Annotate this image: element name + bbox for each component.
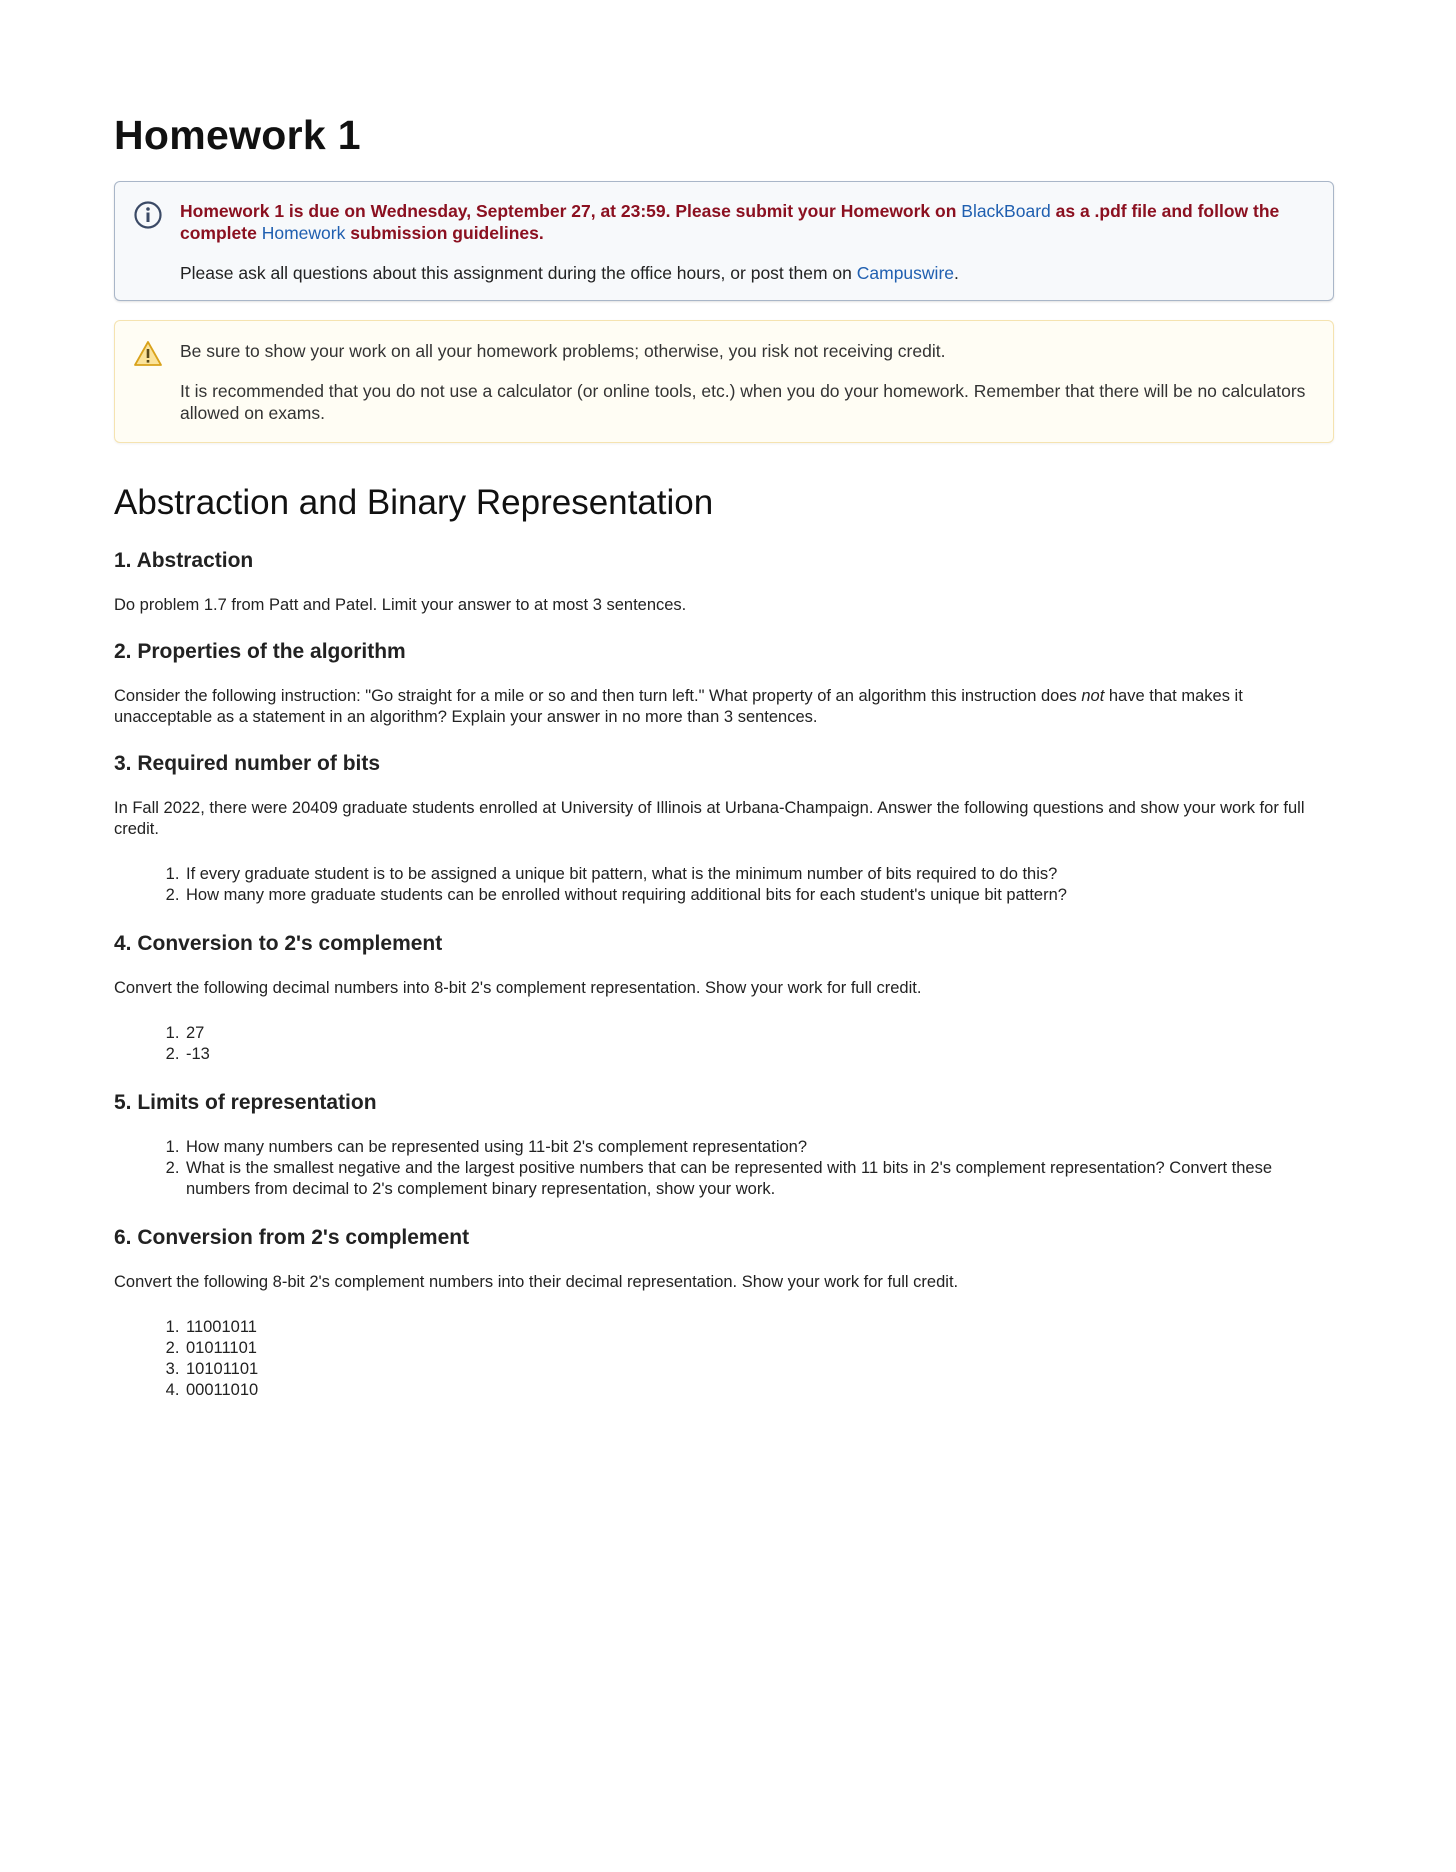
question-list (114, 1023, 1334, 1065)
list-item: 2. What is the smallest negative and the largest positive numbers that can be represented with 11 bits in 2's complement representation? Convert these numbers from decimal to 2's complement binary representation, show your work. (184, 1158, 1334, 1200)
blackboard-link[interactable]: BlackBoard (961, 201, 1051, 221)
section-title: Abstraction and Binary Representation (114, 483, 714, 522)
list-item: 1. If every graduate student is to be assigned a unique bit pattern, what is the minimum number of bits required to do this? (184, 864, 1334, 885)
problem-text: Convert the following decimal numbers into 8-bit 2's complement representation. Show your work for full credit. (114, 979, 922, 997)
question-list (114, 1317, 1334, 1401)
warning-callout (114, 320, 1334, 443)
problem-text: Convert the following 8-bit 2's complement numbers into their decimal representation. Show your work for full credit. (114, 1273, 959, 1291)
page-title: Homework 1 (114, 112, 361, 158)
campuswire-link[interactable]: Campuswire (856, 263, 954, 283)
list-item: 1. How many numbers can be represented using 11-bit 2's complement representation? (184, 1137, 1334, 1158)
due-date-notice (180, 200, 1309, 244)
problem-heading: 4. Conversion to 2's complement (114, 932, 443, 955)
problem-heading: 3. Required number of bits (114, 752, 381, 775)
problem-heading: 5. Limits of representation (114, 1091, 377, 1114)
questions-text: Please ask all questions about this assignment during the office hours, or post them on (180, 263, 857, 283)
emphasis-not: not (1081, 687, 1105, 705)
warning-triangle-icon (133, 339, 163, 369)
problem-1 (114, 549, 1334, 616)
question-list (114, 864, 1334, 906)
list-item: 1. 27 (184, 1023, 1334, 1044)
problem-3 (114, 752, 1334, 906)
problem-text (114, 686, 1334, 728)
list-item: 4. 00011010 (184, 1380, 1334, 1401)
list-item: 3. 10101101 (184, 1359, 1334, 1380)
problem-heading: 2. Properties of the algorithm (114, 640, 406, 663)
list-item: 2. -13 (184, 1044, 1334, 1065)
problem-heading: 6. Conversion from 2's complement (114, 1226, 470, 1249)
info-callout (114, 181, 1334, 301)
problem-text: In Fall 2022, there were 20409 graduate students enrolled at University of Illinois at Urbana-Champaign. Answer the following questions and show your work for full credit. (114, 799, 1305, 838)
problem-5 (114, 1091, 1334, 1200)
questions-notice (180, 262, 1309, 284)
calculator-notice: It is recommended that you do not use a calculator (or online tools, etc.) when you do your homework. Remember that there will be no calculators allowed on exams. (180, 381, 1306, 423)
due-text: Homework 1 is due on Wednesday, September 27, at 23:59. Please submit your Homework on (180, 201, 962, 221)
show-work-notice: Be sure to show your work on all your homework problems; otherwise, you risk not receiving credit. (180, 341, 946, 361)
problem-text: Do problem 1.7 from Patt and Patel. Limit your answer to at most 3 sentences. (114, 596, 687, 614)
problem-6 (114, 1226, 1334, 1401)
list-item: 2. 01011101 (184, 1338, 1334, 1359)
problem-heading: 1. Abstraction (114, 549, 254, 572)
problem-4 (114, 932, 1334, 1065)
homework-guidelines-link[interactable]: Homework (261, 223, 346, 243)
page-content (114, 112, 1334, 1427)
list-item: 2. How many more graduate students can be enrolled without requiring additional bits for each student's unique bit pattern? (184, 885, 1334, 906)
due-text-cont: as a .pdf file and follow the complete (180, 201, 1280, 243)
problem-2 (114, 640, 1334, 728)
questions-text-end: . (954, 263, 959, 283)
question-list (114, 1137, 1334, 1200)
problem-text-part: have that makes it unacceptable as a statement in an algorithm? Explain your answer in no more than 3 sentences. (114, 687, 1243, 726)
due-text-end: submission guidelines. (345, 223, 544, 243)
problem-text-part: Consider the following instruction: "Go straight for a mile or so and then turn left." What property of an algorithm this instruction does (114, 687, 1082, 705)
list-item: 1. 11001011 (184, 1317, 1334, 1338)
info-circle-icon (133, 200, 163, 230)
